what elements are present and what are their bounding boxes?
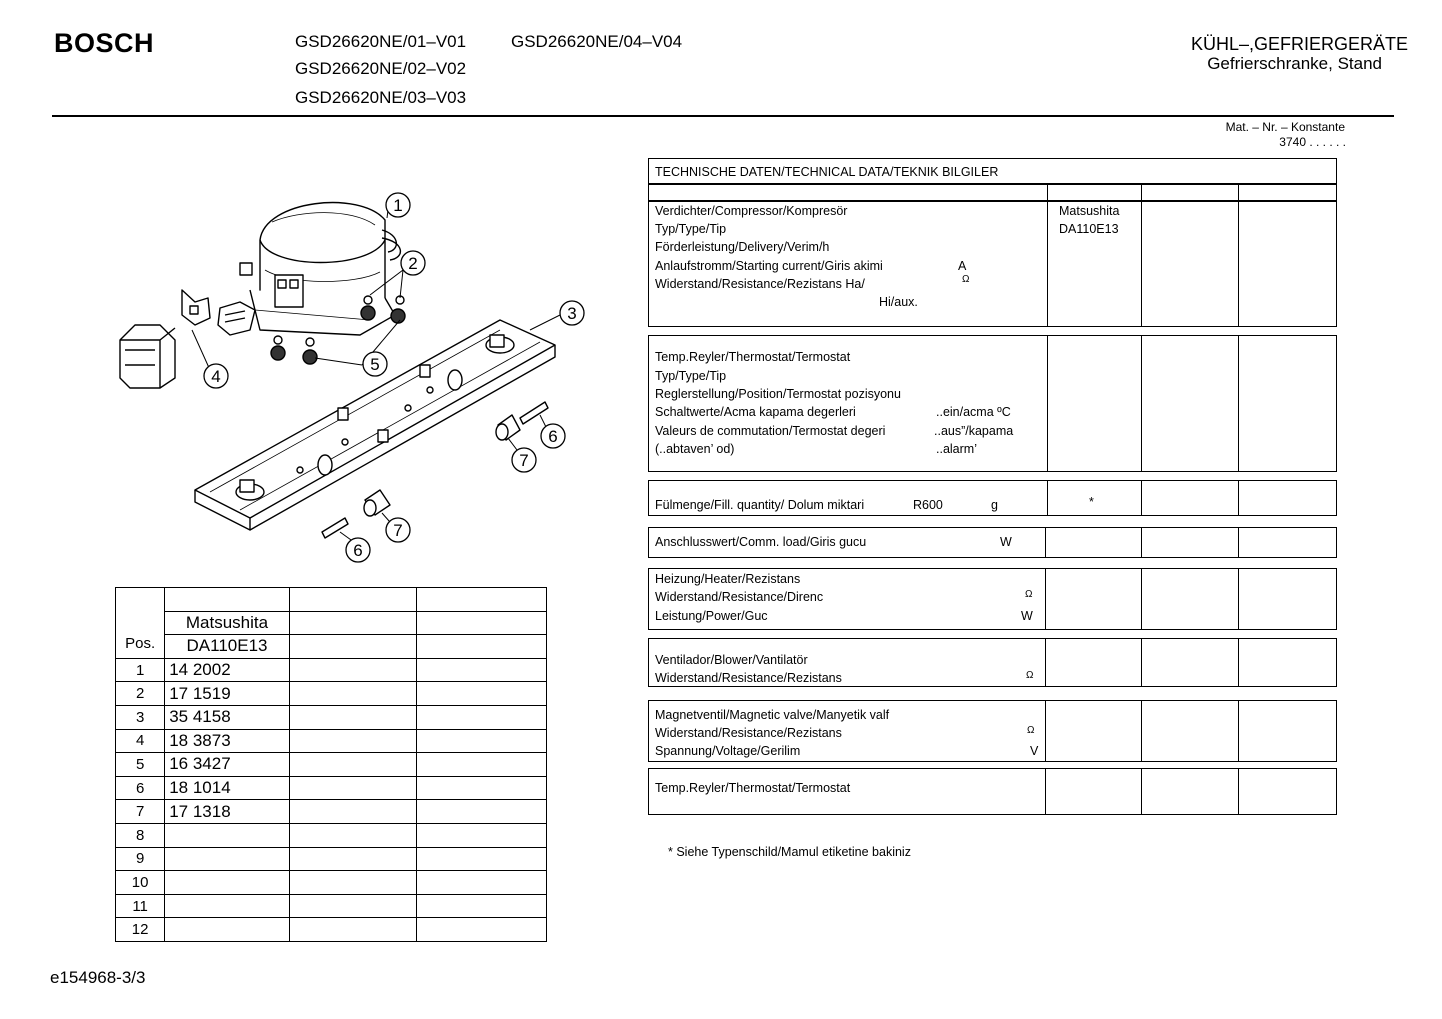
manufacturer-cell: Matsushita <box>165 611 290 635</box>
svg-text:7: 7 <box>519 451 529 470</box>
thermostat-block <box>648 335 1337 472</box>
unit-label: g <box>991 498 998 512</box>
pos-header: Pos. <box>116 588 165 659</box>
model-number: GSD26620NE/02–V02 <box>295 59 467 78</box>
spec-label: Widerstand/Resistance/Rezistans <box>655 726 842 740</box>
svg-text:1: 1 <box>393 196 403 215</box>
spec-label: ..aus”/kapama <box>934 424 1014 438</box>
footnote: * Siehe Typenschild/Mamul etiketine bakiniz <box>668 845 911 859</box>
fill-quantity-block <box>648 480 1337 516</box>
table-row <box>116 800 547 824</box>
exploded-parts-diagram <box>100 180 620 580</box>
spec-label: Reglerstellung/Position/Termostat pozisyonu <box>655 387 901 401</box>
callout-2 <box>401 251 425 275</box>
part-number-cell <box>165 847 290 871</box>
unit-label: W <box>1021 609 1033 623</box>
brand-logo: BOSCH <box>54 28 155 58</box>
spec-label: Förderleistung/Delivery/Verim/h <box>655 240 830 254</box>
compressor-model: DA110E13 <box>1059 222 1119 236</box>
spec-label: Leistung/Power/Guc <box>655 609 768 623</box>
table-row <box>116 823 547 847</box>
model-number: GSD26620NE/03–V03 <box>295 88 467 107</box>
model-number: GSD26620NE/04–V04 <box>511 32 683 51</box>
svg-text:6: 6 <box>353 541 363 560</box>
table-row <box>116 776 547 800</box>
unit-label: Ω <box>1027 725 1035 736</box>
spec-label: Ventilador/Blower/Vantilatör <box>655 653 808 667</box>
part-number-cell <box>165 871 290 895</box>
spec-label: Temp.Reyler/Thermostat/Termostat <box>655 350 851 364</box>
spec-label: Valeurs de commutation/Termostat degeri <box>655 424 886 438</box>
svg-text:7: 7 <box>393 521 403 540</box>
pos-cell: 3 <box>116 705 165 729</box>
unit-label: Ω <box>1025 589 1033 600</box>
part-number-cell: 35 4158 <box>165 705 290 729</box>
fill-value: * <box>1089 495 1094 509</box>
table-row <box>116 658 547 682</box>
unit-label: W <box>1000 535 1012 549</box>
valve-block <box>648 700 1337 762</box>
callout-1 <box>386 193 410 217</box>
compressor-manufacturer: Matsushita <box>1059 204 1120 218</box>
svg-text:6: 6 <box>548 427 558 446</box>
table-row <box>116 847 547 871</box>
spec-label: Typ/Type/Tip <box>655 369 727 383</box>
parts-table <box>115 587 547 942</box>
table-row <box>116 729 547 753</box>
pos-cell: 4 <box>116 729 165 753</box>
pos-cell: 8 <box>116 823 165 847</box>
unit-label: A <box>958 259 967 273</box>
document-id: e154968-3/3 <box>50 968 146 987</box>
table-row <box>116 753 547 777</box>
blower-block <box>648 638 1337 687</box>
table-row <box>116 894 547 918</box>
tech-title-box <box>648 158 1337 184</box>
compressor-part <box>240 203 400 335</box>
spec-label: Schaltwerte/Acma kapama degerleri <box>655 405 856 419</box>
compressor-block <box>648 201 1337 327</box>
svg-text:2: 2 <box>408 254 418 273</box>
table-row <box>116 705 547 729</box>
heater-block <box>648 568 1337 630</box>
part-number-cell: 18 1014 <box>165 776 290 800</box>
table-row <box>116 682 547 706</box>
table-row <box>116 871 547 895</box>
spec-label: Widerstand/Resistance/Rezistans Ha/ <box>655 277 865 291</box>
pos-cell: 9 <box>116 847 165 871</box>
part-number-cell: 16 3427 <box>165 753 290 777</box>
spec-label: Anlaufstromm/Starting current/Giris akimi <box>655 259 883 273</box>
spec-label: ..ein/acma ºC <box>936 405 1011 419</box>
header-divider <box>52 115 1394 117</box>
spec-label: Widerstand/Resistance/Rezistans <box>655 671 842 685</box>
pos-cell: 12 <box>116 918 165 942</box>
table-row <box>116 918 547 942</box>
spec-label: Heizung/Heater/Rezistans <box>655 572 801 586</box>
spec-label: Fülmenge/Fill. quantity/ Dolum miktari <box>655 498 865 512</box>
svg-text:3: 3 <box>567 304 577 323</box>
spec-label: Magnetventil/Magnetic valve/Manyetik valf <box>655 708 890 722</box>
category-subtitle: Gefrierschranke, Stand <box>1207 54 1382 73</box>
pos-cell: 2 <box>116 682 165 706</box>
pos-cell: 11 <box>116 894 165 918</box>
svg-text:4: 4 <box>211 367 221 386</box>
part-number-cell: 17 1318 <box>165 800 290 824</box>
callout-5 <box>363 352 387 376</box>
spec-label: Anschlusswert/Comm. load/Giris gucu <box>655 535 867 549</box>
unit-label: Ω <box>962 274 970 285</box>
spec-label: Typ/Type/Tip <box>655 222 727 236</box>
part-number-cell <box>165 894 290 918</box>
part-number-cell <box>165 918 290 942</box>
spec-label: Spannung/Voltage/Gerilim <box>655 744 801 758</box>
callout-6 <box>346 538 370 562</box>
callout-7 <box>512 448 536 472</box>
mat-value: 3740 . . . . . . <box>1279 135 1346 149</box>
pos-cell: 7 <box>116 800 165 824</box>
spec-label: Widerstand/Resistance/Direnc <box>655 590 824 604</box>
thermostat2-block <box>648 768 1337 815</box>
model-number: GSD26620NE/01–V01 <box>295 32 467 51</box>
callout-4 <box>204 364 228 388</box>
load-block <box>648 527 1337 558</box>
part-number-cell: 14 2002 <box>165 658 290 682</box>
tech-title: TECHNISCHE DATEN/TECHNICAL DATA/TEKNIK BILGILER <box>655 165 999 179</box>
spec-label: (..abtaven’ od) <box>655 442 735 456</box>
category-title: KÜHL–,GEFRIERGERÄTE <box>1190 34 1408 54</box>
callout-3 <box>560 301 584 325</box>
spec-label: Temp.Reyler/Thermostat/Termostat <box>655 781 851 795</box>
spec-label: ..alarm’ <box>936 442 977 456</box>
pos-cell: 10 <box>116 871 165 895</box>
spec-label: Hi/aux. <box>879 295 918 309</box>
cover-cap-part <box>120 325 175 388</box>
tech-column-header <box>648 184 1337 201</box>
model-cell: DA110E13 <box>165 635 290 659</box>
svg-text:5: 5 <box>370 355 380 374</box>
unit-label: Ω <box>1026 670 1034 681</box>
starter-relay-part <box>182 290 255 335</box>
part-number-cell: 17 1519 <box>165 682 290 706</box>
callout-7 <box>386 518 410 542</box>
spec-label: Verdichter/Compressor/Kompresör <box>655 204 848 218</box>
callout-6 <box>541 424 565 448</box>
mat-label: Mat. – Nr. – Konstante <box>1225 120 1345 134</box>
part-number-cell <box>165 823 290 847</box>
pos-cell: 1 <box>116 658 165 682</box>
pos-cell: 5 <box>116 753 165 777</box>
unit-label: V <box>1030 744 1039 758</box>
part-number-cell: 18 3873 <box>165 729 290 753</box>
pos-cell: 6 <box>116 776 165 800</box>
refrigerant-label: R600 <box>913 498 943 512</box>
